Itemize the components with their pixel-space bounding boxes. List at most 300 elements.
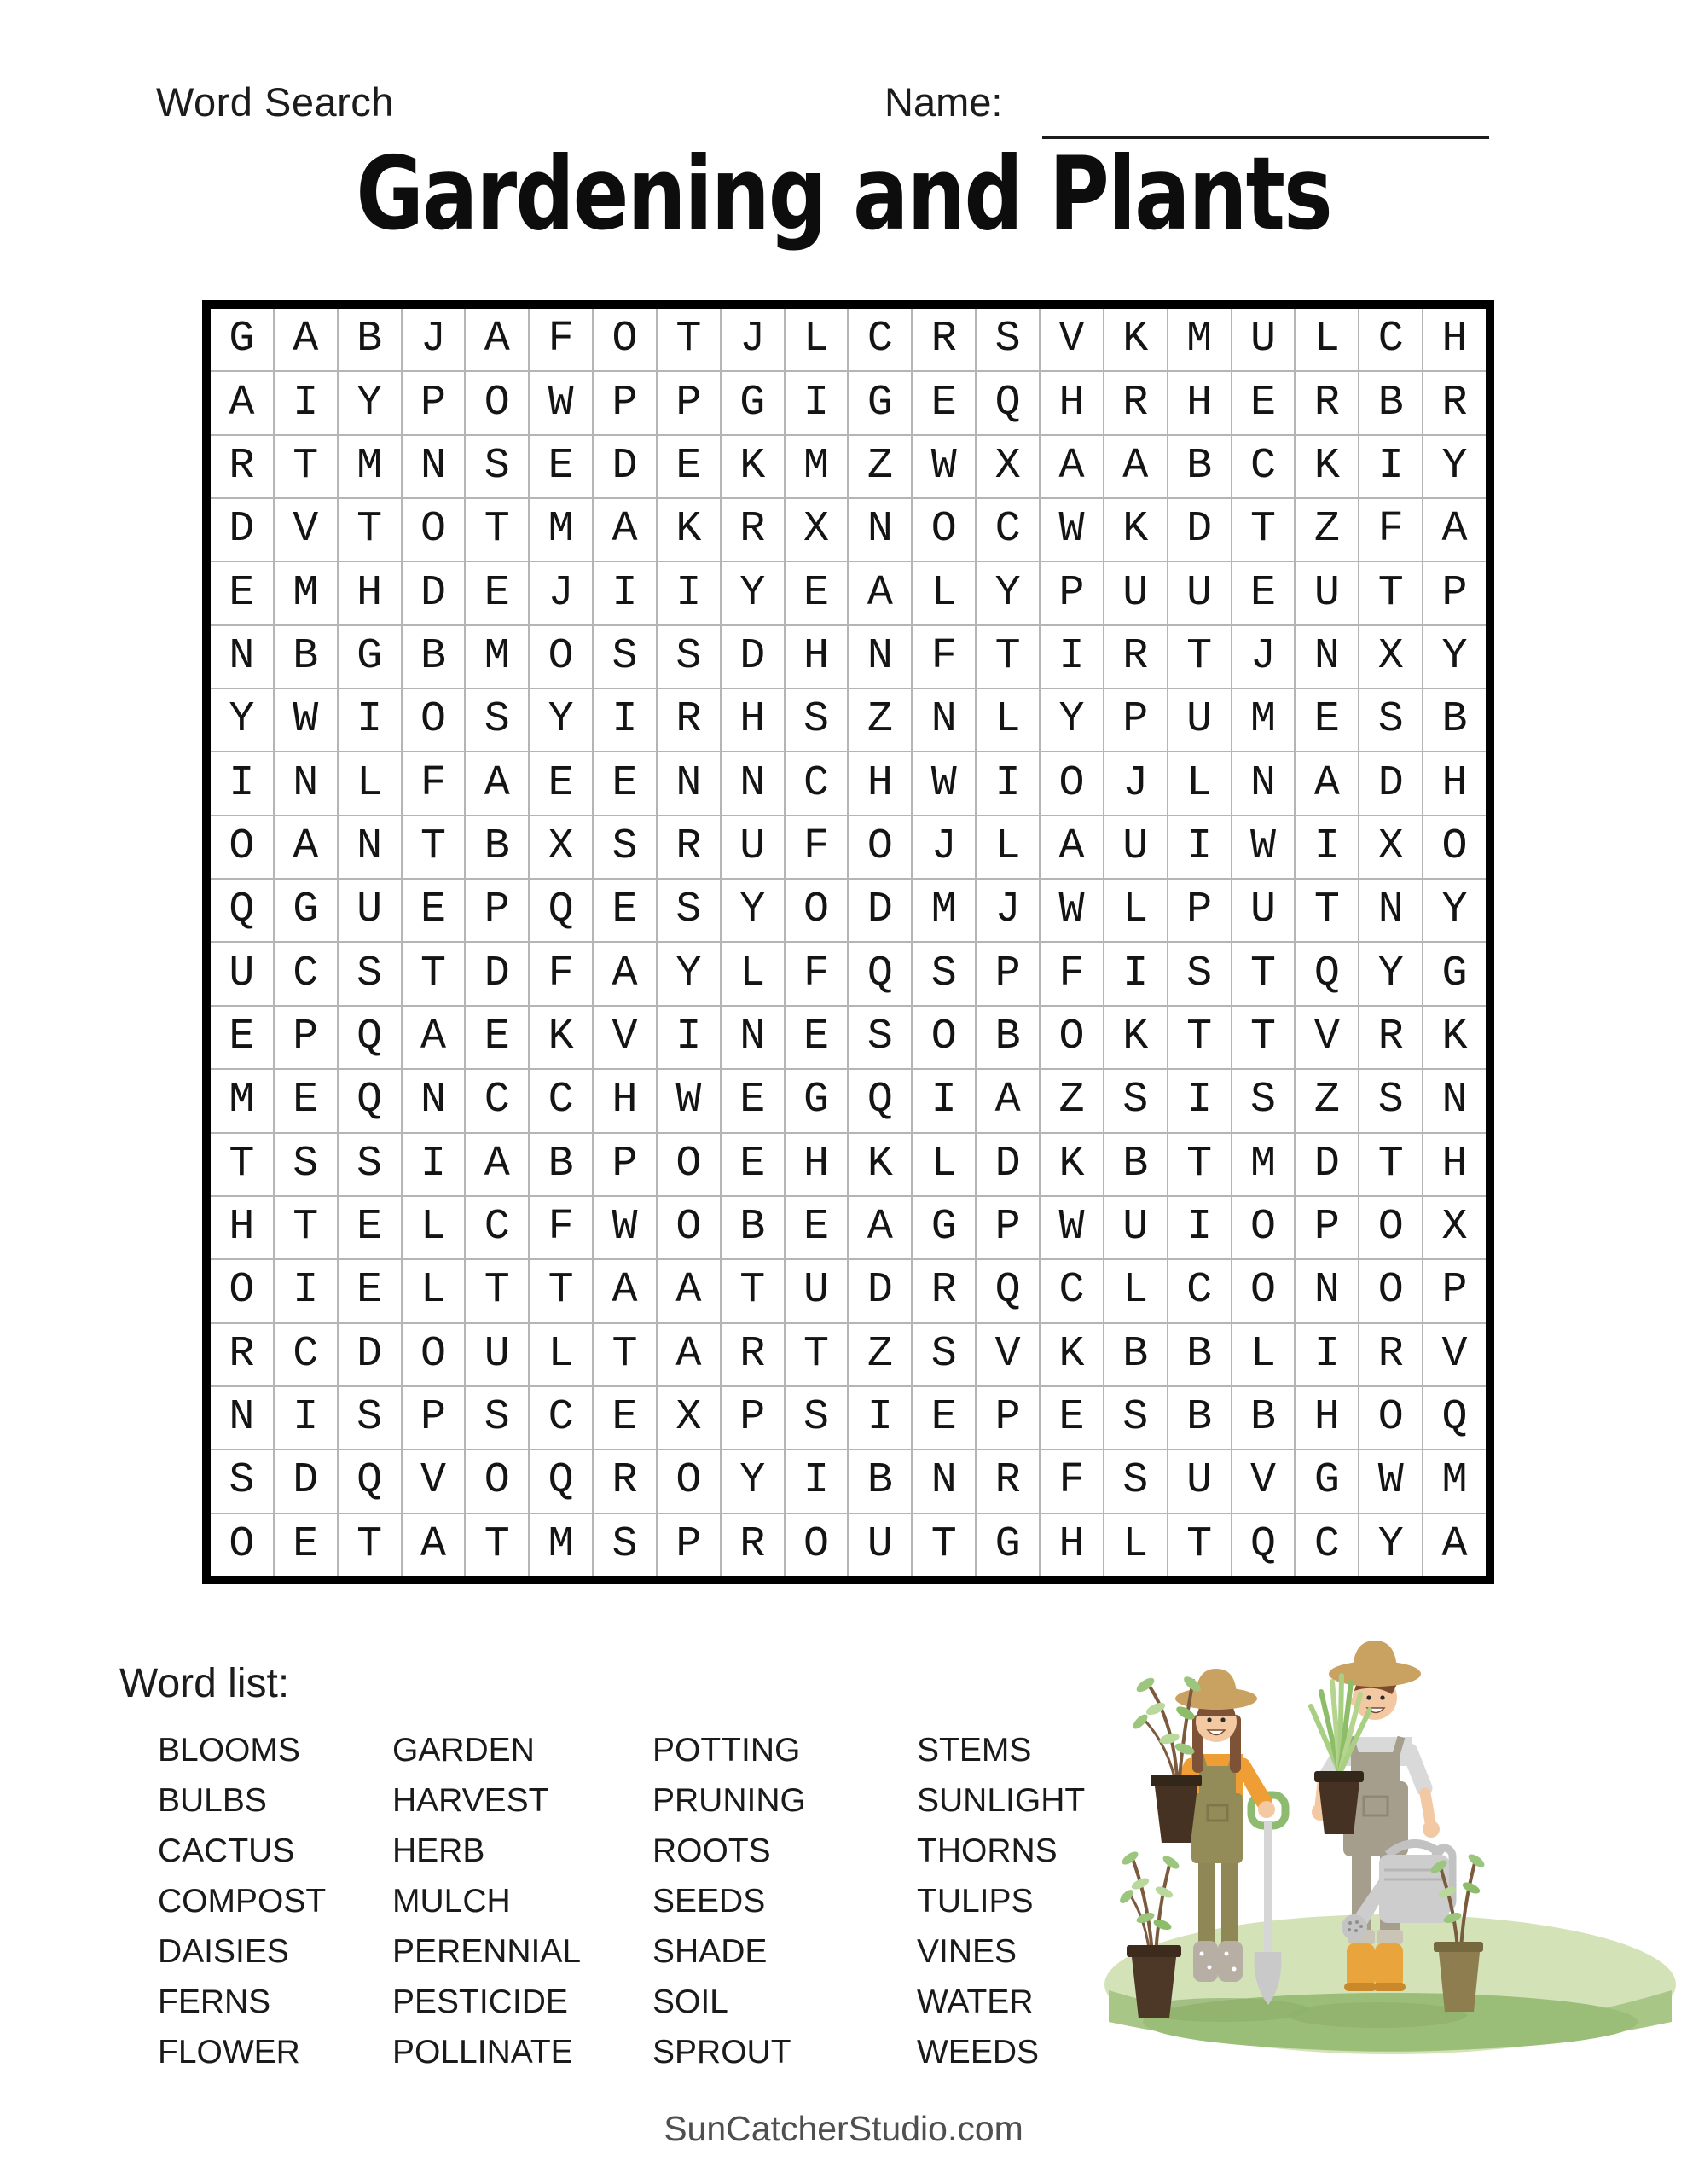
- grid-cell[interactable]: Y: [1359, 943, 1422, 1004]
- grid-cell[interactable]: S: [1104, 1070, 1167, 1131]
- grid-cell[interactable]: D: [722, 626, 784, 688]
- grid-cell[interactable]: F: [1041, 943, 1103, 1004]
- grid-cell[interactable]: K: [658, 499, 720, 561]
- grid-cell[interactable]: P: [1296, 1197, 1358, 1258]
- grid-cell[interactable]: I: [1168, 816, 1231, 878]
- grid-cell[interactable]: B: [977, 1007, 1039, 1068]
- grid-cell[interactable]: E: [1041, 1387, 1103, 1449]
- grid-cell[interactable]: G: [977, 1514, 1039, 1576]
- grid-cell[interactable]: W: [913, 752, 975, 814]
- grid-cell[interactable]: E: [275, 1514, 337, 1576]
- grid-cell[interactable]: H: [1423, 1134, 1486, 1195]
- grid-cell[interactable]: C: [466, 1197, 528, 1258]
- grid-cell[interactable]: T: [977, 626, 1039, 688]
- grid-cell[interactable]: R: [658, 816, 720, 878]
- grid-cell[interactable]: X: [1359, 816, 1422, 878]
- grid-cell[interactable]: E: [658, 436, 720, 497]
- grid-cell[interactable]: W: [658, 1070, 720, 1131]
- grid-cell[interactable]: P: [275, 1007, 337, 1068]
- grid-cell[interactable]: R: [594, 1450, 656, 1512]
- grid-cell[interactable]: D: [849, 880, 911, 941]
- grid-cell[interactable]: B: [275, 626, 337, 688]
- grid-cell[interactable]: U: [211, 943, 273, 1004]
- grid-cell[interactable]: K: [1041, 1324, 1103, 1385]
- grid-cell[interactable]: D: [1168, 499, 1231, 561]
- grid-cell[interactable]: V: [1296, 1007, 1358, 1068]
- grid-cell[interactable]: B: [403, 626, 465, 688]
- grid-cell[interactable]: B: [1168, 1324, 1231, 1385]
- grid-cell[interactable]: O: [1041, 1007, 1103, 1068]
- grid-cell[interactable]: O: [211, 1260, 273, 1321]
- grid-cell[interactable]: I: [913, 1070, 975, 1131]
- grid-cell[interactable]: Q: [849, 1070, 911, 1131]
- grid-cell[interactable]: G: [275, 880, 337, 941]
- grid-cell[interactable]: E: [466, 1007, 528, 1068]
- grid-cell[interactable]: O: [466, 1450, 528, 1512]
- grid-cell[interactable]: B: [1104, 1324, 1167, 1385]
- grid-cell[interactable]: W: [1041, 499, 1103, 561]
- grid-cell[interactable]: R: [211, 1324, 273, 1385]
- grid-cell[interactable]: A: [211, 372, 273, 433]
- grid-cell[interactable]: N: [722, 1007, 784, 1068]
- grid-cell[interactable]: A: [1296, 752, 1358, 814]
- grid-cell[interactable]: B: [1359, 372, 1422, 433]
- grid-cell[interactable]: C: [1232, 436, 1295, 497]
- grid-cell[interactable]: Q: [1423, 1387, 1486, 1449]
- grid-cell[interactable]: I: [977, 752, 1039, 814]
- grid-cell[interactable]: A: [594, 943, 656, 1004]
- grid-cell[interactable]: E: [786, 1197, 848, 1258]
- grid-cell[interactable]: T: [1168, 626, 1231, 688]
- grid-cell[interactable]: T: [275, 436, 337, 497]
- grid-cell[interactable]: S: [1104, 1387, 1167, 1449]
- grid-cell[interactable]: L: [1168, 752, 1231, 814]
- grid-cell[interactable]: S: [786, 689, 848, 751]
- grid-cell[interactable]: N: [211, 626, 273, 688]
- grid-cell[interactable]: U: [1296, 562, 1358, 624]
- grid-cell[interactable]: Z: [1296, 499, 1358, 561]
- grid-cell[interactable]: N: [339, 816, 401, 878]
- grid-cell[interactable]: K: [1104, 309, 1167, 370]
- grid-cell[interactable]: M: [913, 880, 975, 941]
- grid-cell[interactable]: S: [658, 880, 720, 941]
- grid-cell[interactable]: L: [913, 1134, 975, 1195]
- grid-cell[interactable]: U: [1168, 1450, 1231, 1512]
- grid-cell[interactable]: R: [913, 1260, 975, 1321]
- grid-cell[interactable]: T: [594, 1324, 656, 1385]
- grid-cell[interactable]: H: [849, 752, 911, 814]
- grid-cell[interactable]: I: [1296, 1324, 1358, 1385]
- grid-cell[interactable]: O: [658, 1197, 720, 1258]
- grid-cell[interactable]: Y: [530, 689, 592, 751]
- grid-cell[interactable]: D: [339, 1324, 401, 1385]
- grid-cell[interactable]: E: [211, 562, 273, 624]
- grid-cell[interactable]: K: [1104, 1007, 1167, 1068]
- grid-cell[interactable]: S: [466, 1387, 528, 1449]
- grid-cell[interactable]: J: [1232, 626, 1295, 688]
- grid-cell[interactable]: C: [849, 309, 911, 370]
- grid-cell[interactable]: B: [1168, 1387, 1231, 1449]
- grid-cell[interactable]: O: [1232, 1260, 1295, 1321]
- grid-cell[interactable]: T: [658, 309, 720, 370]
- grid-cell[interactable]: A: [594, 1260, 656, 1321]
- grid-cell[interactable]: Y: [722, 1450, 784, 1512]
- grid-cell[interactable]: L: [530, 1324, 592, 1385]
- grid-cell[interactable]: U: [1104, 562, 1167, 624]
- grid-cell[interactable]: C: [1168, 1260, 1231, 1321]
- grid-cell[interactable]: G: [786, 1070, 848, 1131]
- grid-cell[interactable]: L: [1104, 1514, 1167, 1576]
- grid-cell[interactable]: N: [1359, 880, 1422, 941]
- grid-cell[interactable]: V: [1423, 1324, 1486, 1385]
- grid-cell[interactable]: I: [1168, 1197, 1231, 1258]
- grid-cell[interactable]: P: [1168, 880, 1231, 941]
- grid-cell[interactable]: I: [275, 1260, 337, 1321]
- grid-cell[interactable]: A: [658, 1260, 720, 1321]
- grid-cell[interactable]: B: [849, 1450, 911, 1512]
- grid-cell[interactable]: K: [1423, 1007, 1486, 1068]
- grid-cell[interactable]: M: [211, 1070, 273, 1131]
- grid-cell[interactable]: Q: [339, 1070, 401, 1131]
- grid-cell[interactable]: C: [1041, 1260, 1103, 1321]
- grid-cell[interactable]: S: [339, 1387, 401, 1449]
- grid-cell[interactable]: S: [339, 1134, 401, 1195]
- grid-cell[interactable]: T: [403, 816, 465, 878]
- grid-cell[interactable]: T: [466, 1260, 528, 1321]
- grid-cell[interactable]: J: [403, 309, 465, 370]
- grid-cell[interactable]: D: [1296, 1134, 1358, 1195]
- grid-cell[interactable]: U: [786, 1260, 848, 1321]
- grid-cell[interactable]: W: [913, 436, 975, 497]
- grid-cell[interactable]: A: [849, 1197, 911, 1258]
- grid-cell[interactable]: E: [913, 1387, 975, 1449]
- grid-cell[interactable]: E: [1232, 372, 1295, 433]
- grid-cell[interactable]: P: [594, 1134, 656, 1195]
- grid-cell[interactable]: N: [913, 689, 975, 751]
- grid-cell[interactable]: L: [977, 689, 1039, 751]
- grid-cell[interactable]: Z: [849, 689, 911, 751]
- grid-cell[interactable]: E: [339, 1197, 401, 1258]
- grid-cell[interactable]: O: [1359, 1260, 1422, 1321]
- grid-cell[interactable]: E: [530, 752, 592, 814]
- grid-cell[interactable]: K: [849, 1134, 911, 1195]
- grid-cell[interactable]: O: [403, 499, 465, 561]
- grid-cell[interactable]: R: [977, 1450, 1039, 1512]
- grid-cell[interactable]: N: [849, 626, 911, 688]
- grid-cell[interactable]: I: [1359, 436, 1422, 497]
- grid-cell[interactable]: H: [786, 1134, 848, 1195]
- grid-cell[interactable]: C: [977, 499, 1039, 561]
- grid-cell[interactable]: H: [339, 562, 401, 624]
- grid-cell[interactable]: S: [1104, 1450, 1167, 1512]
- grid-cell[interactable]: D: [403, 562, 465, 624]
- grid-cell[interactable]: S: [786, 1387, 848, 1449]
- grid-cell[interactable]: Q: [849, 943, 911, 1004]
- grid-cell[interactable]: P: [658, 372, 720, 433]
- grid-cell[interactable]: L: [1296, 309, 1358, 370]
- grid-cell[interactable]: O: [658, 1134, 720, 1195]
- grid-cell[interactable]: Q: [339, 1007, 401, 1068]
- grid-cell[interactable]: T: [339, 499, 401, 561]
- grid-cell[interactable]: X: [977, 436, 1039, 497]
- grid-cell[interactable]: I: [275, 372, 337, 433]
- grid-cell[interactable]: I: [403, 1134, 465, 1195]
- grid-cell[interactable]: V: [1041, 309, 1103, 370]
- grid-cell[interactable]: Y: [722, 880, 784, 941]
- grid-cell[interactable]: M: [1168, 309, 1231, 370]
- grid-cell[interactable]: U: [1232, 880, 1295, 941]
- grid-cell[interactable]: O: [403, 689, 465, 751]
- grid-cell[interactable]: A: [1104, 436, 1167, 497]
- grid-cell[interactable]: R: [658, 689, 720, 751]
- grid-cell[interactable]: O: [530, 626, 592, 688]
- grid-cell[interactable]: C: [786, 752, 848, 814]
- grid-cell[interactable]: O: [786, 880, 848, 941]
- grid-cell[interactable]: A: [594, 499, 656, 561]
- grid-cell[interactable]: V: [977, 1324, 1039, 1385]
- grid-cell[interactable]: N: [1232, 752, 1295, 814]
- grid-cell[interactable]: R: [1104, 626, 1167, 688]
- grid-cell[interactable]: D: [1359, 752, 1422, 814]
- grid-cell[interactable]: T: [466, 1514, 528, 1576]
- grid-cell[interactable]: P: [977, 1197, 1039, 1258]
- grid-cell[interactable]: J: [530, 562, 592, 624]
- grid-cell[interactable]: J: [722, 309, 784, 370]
- grid-cell[interactable]: N: [403, 1070, 465, 1131]
- grid-cell[interactable]: T: [211, 1134, 273, 1195]
- grid-cell[interactable]: N: [403, 436, 465, 497]
- grid-cell[interactable]: Q: [1296, 943, 1358, 1004]
- grid-cell[interactable]: A: [1423, 1514, 1486, 1576]
- grid-cell[interactable]: F: [786, 943, 848, 1004]
- grid-cell[interactable]: F: [1359, 499, 1422, 561]
- grid-cell[interactable]: V: [275, 499, 337, 561]
- grid-cell[interactable]: R: [1296, 372, 1358, 433]
- grid-cell[interactable]: J: [977, 880, 1039, 941]
- grid-cell[interactable]: E: [594, 880, 656, 941]
- grid-cell[interactable]: S: [211, 1450, 273, 1512]
- grid-cell[interactable]: Y: [658, 943, 720, 1004]
- grid-cell[interactable]: M: [339, 436, 401, 497]
- grid-cell[interactable]: I: [1168, 1070, 1231, 1131]
- grid-cell[interactable]: K: [1041, 1134, 1103, 1195]
- grid-cell[interactable]: U: [1168, 562, 1231, 624]
- grid-cell[interactable]: S: [658, 626, 720, 688]
- grid-cell[interactable]: A: [1423, 499, 1486, 561]
- grid-cell[interactable]: M: [530, 1514, 592, 1576]
- grid-cell[interactable]: D: [211, 499, 273, 561]
- grid-cell[interactable]: A: [275, 309, 337, 370]
- grid-cell[interactable]: E: [403, 880, 465, 941]
- grid-cell[interactable]: N: [722, 752, 784, 814]
- grid-cell[interactable]: H: [211, 1197, 273, 1258]
- grid-cell[interactable]: C: [1296, 1514, 1358, 1576]
- grid-cell[interactable]: O: [211, 1514, 273, 1576]
- grid-cell[interactable]: T: [722, 1260, 784, 1321]
- grid-cell[interactable]: H: [594, 1070, 656, 1131]
- grid-cell[interactable]: N: [211, 1387, 273, 1449]
- grid-cell[interactable]: D: [977, 1134, 1039, 1195]
- grid-cell[interactable]: E: [1296, 689, 1358, 751]
- grid-cell[interactable]: I: [1041, 626, 1103, 688]
- grid-cell[interactable]: A: [977, 1070, 1039, 1131]
- grid-cell[interactable]: Z: [849, 436, 911, 497]
- grid-cell[interactable]: W: [1041, 880, 1103, 941]
- grid-cell[interactable]: W: [594, 1197, 656, 1258]
- grid-cell[interactable]: P: [594, 372, 656, 433]
- grid-cell[interactable]: M: [786, 436, 848, 497]
- grid-cell[interactable]: E: [530, 436, 592, 497]
- grid-cell[interactable]: J: [1104, 752, 1167, 814]
- grid-cell[interactable]: O: [594, 309, 656, 370]
- grid-cell[interactable]: H: [1041, 372, 1103, 433]
- grid-cell[interactable]: P: [403, 1387, 465, 1449]
- grid-cell[interactable]: E: [594, 1387, 656, 1449]
- grid-cell[interactable]: T: [1232, 1007, 1295, 1068]
- grid-cell[interactable]: T: [1168, 1514, 1231, 1576]
- grid-cell[interactable]: Z: [849, 1324, 911, 1385]
- grid-cell[interactable]: Y: [722, 562, 784, 624]
- grid-cell[interactable]: R: [722, 1324, 784, 1385]
- grid-cell[interactable]: F: [786, 816, 848, 878]
- grid-cell[interactable]: R: [1359, 1007, 1422, 1068]
- grid-cell[interactable]: P: [1041, 562, 1103, 624]
- grid-cell[interactable]: L: [913, 562, 975, 624]
- grid-cell[interactable]: E: [211, 1007, 273, 1068]
- grid-cell[interactable]: A: [403, 1514, 465, 1576]
- grid-cell[interactable]: I: [658, 562, 720, 624]
- grid-cell[interactable]: M: [530, 499, 592, 561]
- grid-cell[interactable]: S: [594, 1514, 656, 1576]
- grid-cell[interactable]: P: [1423, 1260, 1486, 1321]
- grid-cell[interactable]: A: [1041, 816, 1103, 878]
- grid-cell[interactable]: R: [722, 1514, 784, 1576]
- grid-cell[interactable]: X: [1423, 1197, 1486, 1258]
- grid-cell[interactable]: X: [658, 1387, 720, 1449]
- grid-cell[interactable]: Y: [1423, 436, 1486, 497]
- grid-cell[interactable]: P: [658, 1514, 720, 1576]
- grid-cell[interactable]: Q: [211, 880, 273, 941]
- grid-cell[interactable]: C: [530, 1070, 592, 1131]
- grid-cell[interactable]: T: [1232, 499, 1295, 561]
- grid-cell[interactable]: O: [1359, 1197, 1422, 1258]
- grid-cell[interactable]: L: [786, 309, 848, 370]
- grid-cell[interactable]: I: [1296, 816, 1358, 878]
- grid-cell[interactable]: D: [275, 1450, 337, 1512]
- grid-cell[interactable]: O: [211, 816, 273, 878]
- grid-cell[interactable]: B: [1168, 436, 1231, 497]
- grid-cell[interactable]: O: [658, 1450, 720, 1512]
- grid-cell[interactable]: K: [1104, 499, 1167, 561]
- grid-cell[interactable]: G: [1423, 943, 1486, 1004]
- grid-cell[interactable]: E: [339, 1260, 401, 1321]
- grid-cell[interactable]: L: [403, 1260, 465, 1321]
- grid-cell[interactable]: H: [1296, 1387, 1358, 1449]
- grid-cell[interactable]: S: [594, 626, 656, 688]
- grid-cell[interactable]: R: [211, 436, 273, 497]
- grid-cell[interactable]: P: [722, 1387, 784, 1449]
- grid-cell[interactable]: H: [1423, 309, 1486, 370]
- grid-cell[interactable]: B: [1232, 1387, 1295, 1449]
- grid-cell[interactable]: P: [977, 943, 1039, 1004]
- grid-cell[interactable]: F: [1041, 1450, 1103, 1512]
- grid-cell[interactable]: Y: [1423, 626, 1486, 688]
- grid-cell[interactable]: A: [849, 562, 911, 624]
- grid-cell[interactable]: F: [913, 626, 975, 688]
- grid-cell[interactable]: N: [1296, 626, 1358, 688]
- grid-cell[interactable]: Q: [977, 372, 1039, 433]
- grid-cell[interactable]: T: [275, 1197, 337, 1258]
- grid-cell[interactable]: X: [786, 499, 848, 561]
- grid-cell[interactable]: P: [1104, 689, 1167, 751]
- grid-cell[interactable]: T: [403, 943, 465, 1004]
- grid-cell[interactable]: I: [849, 1387, 911, 1449]
- grid-cell[interactable]: I: [658, 1007, 720, 1068]
- grid-cell[interactable]: P: [403, 372, 465, 433]
- grid-cell[interactable]: S: [1359, 1070, 1422, 1131]
- grid-cell[interactable]: R: [1423, 372, 1486, 433]
- grid-cell[interactable]: Z: [1296, 1070, 1358, 1131]
- grid-cell[interactable]: B: [466, 816, 528, 878]
- grid-cell[interactable]: N: [849, 499, 911, 561]
- grid-cell[interactable]: I: [786, 1450, 848, 1512]
- grid-cell[interactable]: P: [977, 1387, 1039, 1449]
- grid-cell[interactable]: A: [658, 1324, 720, 1385]
- grid-cell[interactable]: G: [1296, 1450, 1358, 1512]
- grid-cell[interactable]: O: [786, 1514, 848, 1576]
- grid-cell[interactable]: I: [211, 752, 273, 814]
- grid-cell[interactable]: O: [1232, 1197, 1295, 1258]
- grid-cell[interactable]: E: [275, 1070, 337, 1131]
- grid-cell[interactable]: O: [466, 372, 528, 433]
- grid-cell[interactable]: F: [403, 752, 465, 814]
- grid-cell[interactable]: B: [722, 1197, 784, 1258]
- grid-cell[interactable]: C: [275, 1324, 337, 1385]
- grid-cell[interactable]: B: [530, 1134, 592, 1195]
- grid-cell[interactable]: H: [786, 626, 848, 688]
- grid-cell[interactable]: R: [1104, 372, 1167, 433]
- grid-cell[interactable]: E: [466, 562, 528, 624]
- grid-cell[interactable]: M: [1423, 1450, 1486, 1512]
- grid-cell[interactable]: Y: [977, 562, 1039, 624]
- grid-cell[interactable]: Y: [1423, 880, 1486, 941]
- grid-cell[interactable]: F: [530, 309, 592, 370]
- grid-cell[interactable]: Q: [977, 1260, 1039, 1321]
- grid-cell[interactable]: E: [1232, 562, 1295, 624]
- grid-cell[interactable]: U: [849, 1514, 911, 1576]
- grid-cell[interactable]: F: [530, 1197, 592, 1258]
- grid-cell[interactable]: D: [594, 436, 656, 497]
- grid-cell[interactable]: T: [786, 1324, 848, 1385]
- grid-cell[interactable]: Q: [530, 880, 592, 941]
- grid-cell[interactable]: Y: [1359, 1514, 1422, 1576]
- grid-cell[interactable]: U: [466, 1324, 528, 1385]
- grid-cell[interactable]: A: [403, 1007, 465, 1068]
- grid-cell[interactable]: T: [1359, 1134, 1422, 1195]
- grid-cell[interactable]: D: [466, 943, 528, 1004]
- grid-cell[interactable]: X: [530, 816, 592, 878]
- grid-cell[interactable]: G: [339, 626, 401, 688]
- grid-cell[interactable]: S: [913, 943, 975, 1004]
- grid-cell[interactable]: E: [786, 562, 848, 624]
- grid-cell[interactable]: P: [1423, 562, 1486, 624]
- grid-cell[interactable]: S: [1232, 1070, 1295, 1131]
- grid-cell[interactable]: H: [722, 689, 784, 751]
- grid-cell[interactable]: I: [594, 562, 656, 624]
- grid-cell[interactable]: K: [1296, 436, 1358, 497]
- grid-cell[interactable]: N: [275, 752, 337, 814]
- grid-cell[interactable]: V: [403, 1450, 465, 1512]
